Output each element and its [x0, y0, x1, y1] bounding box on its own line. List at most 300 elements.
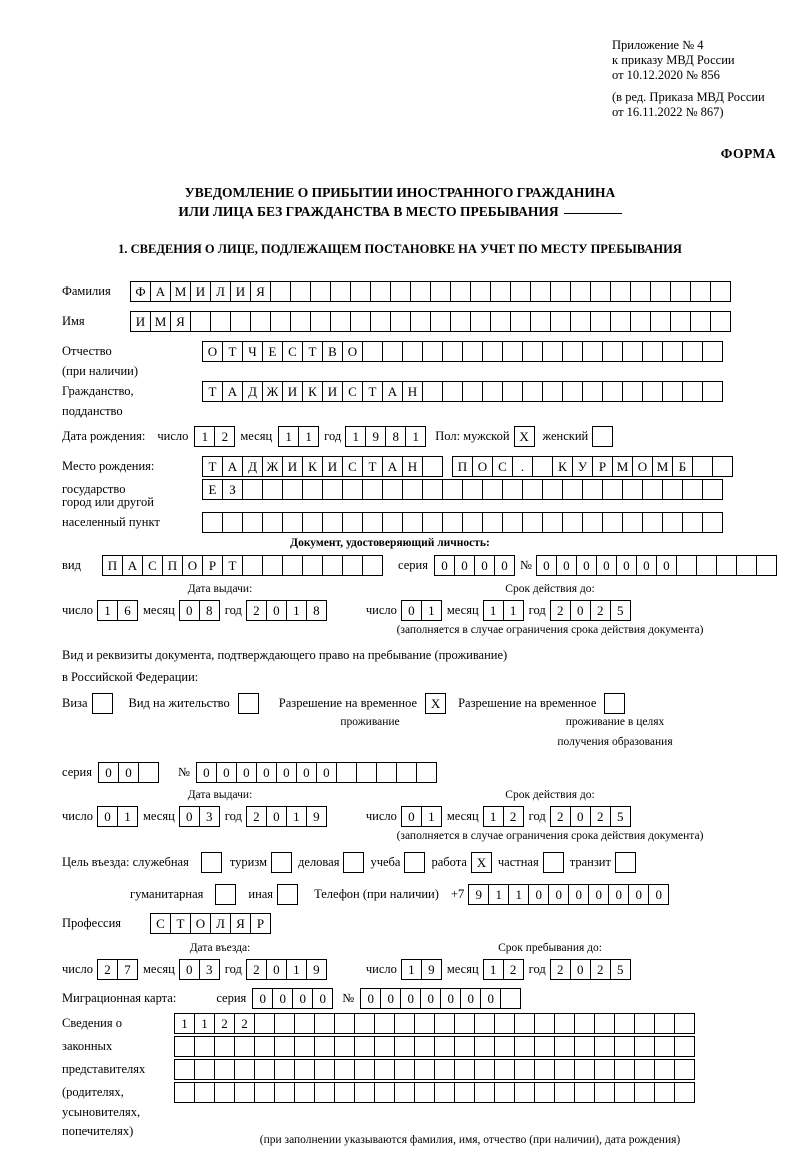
- birthplace-city-cell[interactable]: [402, 512, 423, 533]
- stay-valid-day-input[interactable]: [401, 806, 441, 827]
- patronymic-cell[interactable]: [482, 341, 503, 362]
- name-cell[interactable]: [570, 311, 591, 332]
- migration-number-cell[interactable]: 0: [380, 988, 401, 1009]
- legal-rep-cell[interactable]: [334, 1059, 355, 1080]
- citizenship-cell[interactable]: К: [302, 381, 323, 402]
- surname-cell[interactable]: И: [190, 281, 211, 302]
- patronymic-cell[interactable]: [422, 341, 443, 362]
- legal-rep-cell[interactable]: [374, 1013, 395, 1034]
- stay-valid-year-cell[interactable]: 5: [610, 806, 631, 827]
- legal-rep-cell[interactable]: [314, 1013, 335, 1034]
- patronymic-cell[interactable]: [642, 341, 663, 362]
- birthplace-city-cell[interactable]: [532, 456, 553, 477]
- migration-number-cell[interactable]: 0: [420, 988, 441, 1009]
- legal-rep-cell[interactable]: [174, 1082, 195, 1103]
- migration-number-input[interactable]: [360, 988, 520, 1009]
- doc-kind-cell[interactable]: С: [142, 555, 163, 576]
- doc-valid-month-cell[interactable]: 1: [503, 600, 524, 621]
- legal-rep-cell[interactable]: [354, 1082, 375, 1103]
- phone-cell[interactable]: 0: [588, 884, 609, 905]
- name-cell[interactable]: [270, 311, 291, 332]
- stay-until-year-input[interactable]: [550, 959, 630, 980]
- surname-cell[interactable]: [350, 281, 371, 302]
- birthplace-city-cell[interactable]: О: [632, 456, 653, 477]
- legal-rep-cell[interactable]: [374, 1082, 395, 1103]
- stay-until-year-cell[interactable]: 2: [550, 959, 571, 980]
- doc-issue-day-cell[interactable]: 6: [117, 600, 138, 621]
- legal-rep-cell[interactable]: [334, 1082, 355, 1103]
- purpose-tourism-checkbox[interactable]: [271, 852, 292, 873]
- purpose-business-checkbox[interactable]: [343, 852, 364, 873]
- name-cell[interactable]: [310, 311, 331, 332]
- citizenship-cell[interactable]: [482, 381, 503, 402]
- patronymic-cell[interactable]: В: [322, 341, 343, 362]
- doc-issue-year-cell[interactable]: 0: [266, 600, 287, 621]
- doc-issue-day-input[interactable]: [97, 600, 137, 621]
- legal-rep-cell[interactable]: [614, 1059, 635, 1080]
- phone-cell[interactable]: 0: [608, 884, 629, 905]
- doc-kind-cell[interactable]: [322, 555, 343, 576]
- stay-series-input[interactable]: [98, 762, 158, 783]
- legal-rep-cell[interactable]: [454, 1013, 475, 1034]
- birthplace-city-cell[interactable]: [322, 512, 343, 533]
- legal-rep-cell[interactable]: [614, 1013, 635, 1034]
- doc-number-input[interactable]: [536, 555, 776, 576]
- legal-rep-cell[interactable]: [414, 1013, 435, 1034]
- birthplace-country-cell[interactable]: А: [222, 456, 243, 477]
- migration-number-cell[interactable]: 0: [360, 988, 381, 1009]
- name-cell[interactable]: Я: [170, 311, 191, 332]
- stay-series-cell[interactable]: 0: [118, 762, 139, 783]
- legal-rep-cell[interactable]: [574, 1059, 595, 1080]
- legal-rep-cell[interactable]: [414, 1036, 435, 1057]
- stay-until-day-cell[interactable]: 1: [401, 959, 422, 980]
- name-cell[interactable]: М: [150, 311, 171, 332]
- surname-cell[interactable]: [690, 281, 711, 302]
- legal-rep-cell[interactable]: [634, 1036, 655, 1057]
- legal-rep-cell[interactable]: [494, 1036, 515, 1057]
- legal-rep-cell[interactable]: [274, 1082, 295, 1103]
- citizenship-cell[interactable]: [462, 381, 483, 402]
- birthplace-city-cell[interactable]: [582, 479, 603, 500]
- citizenship-cell[interactable]: Н: [402, 381, 423, 402]
- legal-rep-cell[interactable]: [334, 1013, 355, 1034]
- stay-valid-day-cell[interactable]: 0: [401, 806, 422, 827]
- birthplace-country-cell[interactable]: А: [382, 456, 403, 477]
- legal-rep-cell[interactable]: [554, 1059, 575, 1080]
- legal-rep-cell[interactable]: [614, 1082, 635, 1103]
- phone-cell[interactable]: 9: [468, 884, 489, 905]
- patronymic-cell[interactable]: [442, 341, 463, 362]
- birthplace-city-cell[interactable]: [682, 512, 703, 533]
- doc-kind-cell[interactable]: [302, 555, 323, 576]
- legal-rep-cell[interactable]: [194, 1059, 215, 1080]
- birthplace-city-cell[interactable]: У: [572, 456, 593, 477]
- legal-rep-cell[interactable]: [554, 1082, 575, 1103]
- phone-input[interactable]: [468, 884, 668, 905]
- stay-valid-month-input[interactable]: [483, 806, 523, 827]
- surname-cell[interactable]: [330, 281, 351, 302]
- legal-rep-cell[interactable]: [394, 1059, 415, 1080]
- birthplace-city-cell[interactable]: [602, 479, 623, 500]
- patronymic-cell[interactable]: [562, 341, 583, 362]
- legal-rep-cell[interactable]: [614, 1036, 635, 1057]
- citizenship-cell[interactable]: [502, 381, 523, 402]
- birthplace-city-cell[interactable]: [702, 512, 723, 533]
- stay-issue-year-input[interactable]: [246, 806, 326, 827]
- legal-rep-cell[interactable]: [394, 1082, 415, 1103]
- birthplace-city-cell[interactable]: [482, 512, 503, 533]
- birthplace-city-cell[interactable]: [662, 479, 683, 500]
- legal-rep-cell[interactable]: [494, 1082, 515, 1103]
- stay-until-day-cell[interactable]: 9: [421, 959, 442, 980]
- doc-number-cell[interactable]: 0: [556, 555, 577, 576]
- surname-cell[interactable]: [290, 281, 311, 302]
- birthplace-country-cell[interactable]: [422, 456, 443, 477]
- doc-issue-year-cell[interactable]: 2: [246, 600, 267, 621]
- surname-cell[interactable]: [650, 281, 671, 302]
- surname-cell[interactable]: Ф: [130, 281, 151, 302]
- name-cell[interactable]: [590, 311, 611, 332]
- surname-input[interactable]: [130, 281, 730, 302]
- doc-kind-cell[interactable]: [342, 555, 363, 576]
- legal-rep-cell[interactable]: [474, 1059, 495, 1080]
- name-cell[interactable]: [550, 311, 571, 332]
- stay-issue-year-cell[interactable]: 0: [266, 806, 287, 827]
- stay-issue-year-cell[interactable]: 9: [306, 806, 327, 827]
- birthplace-city-cell[interactable]: [442, 479, 463, 500]
- legal-rep-cell[interactable]: [474, 1013, 495, 1034]
- patronymic-cell[interactable]: [602, 341, 623, 362]
- doc-number-cell[interactable]: [756, 555, 777, 576]
- birthplace-city-cell[interactable]: [362, 479, 383, 500]
- legal-rep-cell[interactable]: [434, 1036, 455, 1057]
- legal-rep-cell[interactable]: [394, 1013, 415, 1034]
- legal-rep-cell[interactable]: [594, 1059, 615, 1080]
- doc-kind-cell[interactable]: Т: [222, 555, 243, 576]
- citizenship-cell[interactable]: [662, 381, 683, 402]
- birthplace-city-cell[interactable]: [562, 479, 583, 500]
- stay-issue-day-input[interactable]: [97, 806, 137, 827]
- phone-cell[interactable]: 1: [488, 884, 509, 905]
- citizenship-cell[interactable]: А: [382, 381, 403, 402]
- legal-rep-cell[interactable]: [194, 1036, 215, 1057]
- legal-rep-cell[interactable]: [334, 1036, 355, 1057]
- name-cell[interactable]: [510, 311, 531, 332]
- birthplace-city-cell[interactable]: О: [472, 456, 493, 477]
- purpose-other-checkbox[interactable]: [277, 884, 298, 905]
- name-cell[interactable]: [430, 311, 451, 332]
- name-cell[interactable]: [250, 311, 271, 332]
- legal-rep-cell[interactable]: [174, 1036, 195, 1057]
- stay-number-cell[interactable]: [416, 762, 437, 783]
- stay-until-year-cell[interactable]: 2: [590, 959, 611, 980]
- migration-number-cell[interactable]: 0: [400, 988, 421, 1009]
- birth-day-input[interactable]: [194, 426, 234, 447]
- name-cell[interactable]: [630, 311, 651, 332]
- name-cell[interactable]: [690, 311, 711, 332]
- legal-rep-cell[interactable]: [254, 1059, 275, 1080]
- patronymic-cell[interactable]: [582, 341, 603, 362]
- stay-issue-year-cell[interactable]: 2: [246, 806, 267, 827]
- purpose-private-checkbox[interactable]: [543, 852, 564, 873]
- stay-issue-year-cell[interactable]: 1: [286, 806, 307, 827]
- stay-issue-day-cell[interactable]: 0: [97, 806, 118, 827]
- birth-year-cell[interactable]: 9: [365, 426, 386, 447]
- stay-series-cell[interactable]: [138, 762, 159, 783]
- stay-number-cell[interactable]: 0: [276, 762, 297, 783]
- legal-rep-cell[interactable]: [174, 1059, 195, 1080]
- migration-series-cell[interactable]: 0: [252, 988, 273, 1009]
- surname-cell[interactable]: А: [150, 281, 171, 302]
- legal-rep-cell[interactable]: [574, 1013, 595, 1034]
- legal-rep-cell[interactable]: [674, 1059, 695, 1080]
- stay-valid-year-cell[interactable]: 2: [550, 806, 571, 827]
- stay-until-month-input[interactable]: [483, 959, 523, 980]
- name-input[interactable]: [130, 311, 730, 332]
- legal-rep-cell[interactable]: [234, 1082, 255, 1103]
- birthplace-city-cell[interactable]: [622, 479, 643, 500]
- stay-issue-month-input[interactable]: [179, 806, 219, 827]
- profession-cell[interactable]: Т: [170, 913, 191, 934]
- birth-day-cell[interactable]: 2: [214, 426, 235, 447]
- birthplace-city-cell[interactable]: [602, 512, 623, 533]
- legal-rep-cell[interactable]: [654, 1036, 675, 1057]
- birthplace-city-cell[interactable]: П: [452, 456, 473, 477]
- patronymic-cell[interactable]: Т: [222, 341, 243, 362]
- doc-kind-cell[interactable]: П: [102, 555, 123, 576]
- birthplace-city-cell[interactable]: [382, 479, 403, 500]
- purpose-humanitarian-checkbox[interactable]: [215, 884, 236, 905]
- birthplace-country-cell[interactable]: Н: [402, 456, 423, 477]
- stay-issue-month-cell[interactable]: 3: [199, 806, 220, 827]
- birthplace-city-cell[interactable]: [462, 512, 483, 533]
- citizenship-cell[interactable]: А: [222, 381, 243, 402]
- legal-rep-cell[interactable]: [534, 1059, 555, 1080]
- birthplace-city-cell[interactable]: [582, 512, 603, 533]
- birthplace-city-cell[interactable]: [282, 479, 303, 500]
- name-cell[interactable]: [390, 311, 411, 332]
- name-cell[interactable]: [670, 311, 691, 332]
- citizenship-cell[interactable]: [422, 381, 443, 402]
- birthplace-city-cell[interactable]: [422, 512, 443, 533]
- citizenship-cell[interactable]: [682, 381, 703, 402]
- legal-rep-cell[interactable]: [634, 1013, 655, 1034]
- entry-year-input[interactable]: [246, 959, 326, 980]
- legal-rep-cell[interactable]: [474, 1082, 495, 1103]
- legal-rep-cell[interactable]: [234, 1059, 255, 1080]
- birthplace-city-cell[interactable]: [342, 479, 363, 500]
- birthplace-city-cell[interactable]: [322, 479, 343, 500]
- migration-number-cell[interactable]: 0: [460, 988, 481, 1009]
- phone-cell[interactable]: 0: [648, 884, 669, 905]
- patronymic-cell[interactable]: [382, 341, 403, 362]
- legal-rep-cell[interactable]: [594, 1013, 615, 1034]
- surname-cell[interactable]: [670, 281, 691, 302]
- doc-issue-year-cell[interactable]: 1: [286, 600, 307, 621]
- surname-cell[interactable]: [270, 281, 291, 302]
- legal-rep-input-row4[interactable]: [174, 1082, 694, 1103]
- birthplace-city-cell[interactable]: [202, 512, 223, 533]
- entry-year-cell[interactable]: 2: [246, 959, 267, 980]
- profession-cell[interactable]: С: [150, 913, 171, 934]
- surname-cell[interactable]: [430, 281, 451, 302]
- birth-month-input[interactable]: [278, 426, 318, 447]
- stay-valid-day-cell[interactable]: 1: [421, 806, 442, 827]
- profession-cell[interactable]: Я: [230, 913, 251, 934]
- entry-year-cell[interactable]: 9: [306, 959, 327, 980]
- doc-valid-month-cell[interactable]: 1: [483, 600, 504, 621]
- birthplace-city-cell[interactable]: З: [222, 479, 243, 500]
- doc-series-input[interactable]: [434, 555, 514, 576]
- legal-rep-cell[interactable]: 2: [234, 1013, 255, 1034]
- stay-number-cell[interactable]: 0: [296, 762, 317, 783]
- surname-cell[interactable]: [710, 281, 731, 302]
- phone-cell[interactable]: 1: [508, 884, 529, 905]
- legal-rep-cell[interactable]: [654, 1059, 675, 1080]
- surname-cell[interactable]: [550, 281, 571, 302]
- birth-place-city-input-row1[interactable]: [452, 456, 732, 477]
- name-cell[interactable]: [410, 311, 431, 332]
- birth-year-cell[interactable]: 1: [405, 426, 426, 447]
- birth-day-cell[interactable]: 1: [194, 426, 215, 447]
- patronymic-input[interactable]: [202, 341, 722, 362]
- name-cell[interactable]: [330, 311, 351, 332]
- stay-until-month-cell[interactable]: 1: [483, 959, 504, 980]
- birthplace-city-cell[interactable]: [702, 479, 723, 500]
- birthplace-city-cell[interactable]: [262, 512, 283, 533]
- doc-series-cell[interactable]: 0: [474, 555, 495, 576]
- name-cell[interactable]: [210, 311, 231, 332]
- stay-valid-year-input[interactable]: [550, 806, 630, 827]
- legal-rep-cell[interactable]: [434, 1059, 455, 1080]
- stay-valid-year-cell[interactable]: 2: [590, 806, 611, 827]
- doc-kind-cell[interactable]: [242, 555, 263, 576]
- birthplace-country-cell[interactable]: И: [282, 456, 303, 477]
- temp-residence-checkbox[interactable]: X: [425, 693, 446, 714]
- birthplace-city-cell[interactable]: Е: [202, 479, 223, 500]
- stay-series-cell[interactable]: 0: [98, 762, 119, 783]
- birthplace-city-cell[interactable]: М: [612, 456, 633, 477]
- patronymic-cell[interactable]: [362, 341, 383, 362]
- legal-rep-cell[interactable]: [514, 1082, 535, 1103]
- doc-kind-input[interactable]: [102, 555, 382, 576]
- legal-rep-cell[interactable]: 1: [194, 1013, 215, 1034]
- surname-cell[interactable]: Я: [250, 281, 271, 302]
- legal-rep-cell[interactable]: [254, 1013, 275, 1034]
- doc-issue-day-cell[interactable]: 1: [97, 600, 118, 621]
- phone-cell[interactable]: 0: [528, 884, 549, 905]
- doc-valid-year-cell[interactable]: 2: [590, 600, 611, 621]
- legal-rep-cell[interactable]: 1: [174, 1013, 195, 1034]
- birth-place-country-input[interactable]: [202, 456, 442, 477]
- surname-cell[interactable]: [590, 281, 611, 302]
- migration-series-input[interactable]: [252, 988, 332, 1009]
- legal-rep-cell[interactable]: [274, 1059, 295, 1080]
- doc-number-cell[interactable]: 0: [576, 555, 597, 576]
- legal-rep-cell[interactable]: [534, 1082, 555, 1103]
- entry-year-cell[interactable]: 0: [266, 959, 287, 980]
- phone-cell[interactable]: 0: [568, 884, 589, 905]
- doc-valid-year-cell[interactable]: 0: [570, 600, 591, 621]
- stay-until-month-cell[interactable]: 2: [503, 959, 524, 980]
- doc-series-cell[interactable]: 0: [494, 555, 515, 576]
- birthplace-city-cell[interactable]: [522, 512, 543, 533]
- stay-valid-month-cell[interactable]: 1: [483, 806, 504, 827]
- birthplace-city-cell[interactable]: [402, 479, 423, 500]
- surname-cell[interactable]: [390, 281, 411, 302]
- legal-rep-cell[interactable]: [454, 1082, 475, 1103]
- patronymic-cell[interactable]: Ч: [242, 341, 263, 362]
- name-cell[interactable]: [290, 311, 311, 332]
- profession-cell[interactable]: Л: [210, 913, 231, 934]
- patronymic-cell[interactable]: О: [202, 341, 223, 362]
- entry-day-input[interactable]: [97, 959, 137, 980]
- doc-kind-cell[interactable]: А: [122, 555, 143, 576]
- name-cell[interactable]: [650, 311, 671, 332]
- birthplace-city-cell[interactable]: [302, 479, 323, 500]
- surname-cell[interactable]: М: [170, 281, 191, 302]
- citizenship-input[interactable]: [202, 381, 722, 402]
- migration-series-cell[interactable]: 0: [292, 988, 313, 1009]
- birthplace-city-cell[interactable]: Б: [672, 456, 693, 477]
- surname-cell[interactable]: [530, 281, 551, 302]
- legal-rep-cell[interactable]: [434, 1082, 455, 1103]
- stay-valid-year-cell[interactable]: 0: [570, 806, 591, 827]
- citizenship-cell[interactable]: [542, 381, 563, 402]
- name-cell[interactable]: [490, 311, 511, 332]
- legal-rep-cell[interactable]: [574, 1082, 595, 1103]
- legal-rep-cell[interactable]: [414, 1059, 435, 1080]
- legal-rep-cell[interactable]: [314, 1036, 335, 1057]
- doc-kind-cell[interactable]: [362, 555, 383, 576]
- name-cell[interactable]: [450, 311, 471, 332]
- birthplace-city-cell[interactable]: С: [492, 456, 513, 477]
- legal-rep-cell[interactable]: [254, 1036, 275, 1057]
- legal-rep-cell[interactable]: [214, 1036, 235, 1057]
- stay-until-year-cell[interactable]: 0: [570, 959, 591, 980]
- birthplace-city-cell[interactable]: [562, 512, 583, 533]
- stay-number-cell[interactable]: 0: [216, 762, 237, 783]
- birthplace-city-cell[interactable]: [542, 512, 563, 533]
- doc-number-cell[interactable]: 0: [636, 555, 657, 576]
- patronymic-cell[interactable]: [682, 341, 703, 362]
- legal-rep-cell[interactable]: [354, 1036, 375, 1057]
- stay-issue-month-cell[interactable]: 0: [179, 806, 200, 827]
- legal-rep-cell[interactable]: [654, 1082, 675, 1103]
- doc-number-cell[interactable]: 0: [536, 555, 557, 576]
- name-cell[interactable]: [710, 311, 731, 332]
- birthplace-country-cell[interactable]: Т: [202, 456, 223, 477]
- birth-year-input[interactable]: [345, 426, 425, 447]
- birthplace-country-cell[interactable]: Д: [242, 456, 263, 477]
- birth-month-cell[interactable]: 1: [298, 426, 319, 447]
- legal-rep-cell[interactable]: [594, 1036, 615, 1057]
- entry-day-cell[interactable]: 2: [97, 959, 118, 980]
- doc-issue-month-cell[interactable]: 0: [179, 600, 200, 621]
- birthplace-city-cell[interactable]: [712, 456, 733, 477]
- legal-rep-cell[interactable]: [514, 1013, 535, 1034]
- profession-cell[interactable]: О: [190, 913, 211, 934]
- legal-rep-cell[interactable]: [294, 1059, 315, 1080]
- citizenship-cell[interactable]: Д: [242, 381, 263, 402]
- legal-rep-cell[interactable]: [374, 1059, 395, 1080]
- purpose-transit-checkbox[interactable]: [615, 852, 636, 873]
- citizenship-cell[interactable]: [702, 381, 723, 402]
- birth-year-cell[interactable]: 1: [345, 426, 366, 447]
- citizenship-cell[interactable]: [522, 381, 543, 402]
- legal-rep-input-row3[interactable]: [174, 1059, 694, 1080]
